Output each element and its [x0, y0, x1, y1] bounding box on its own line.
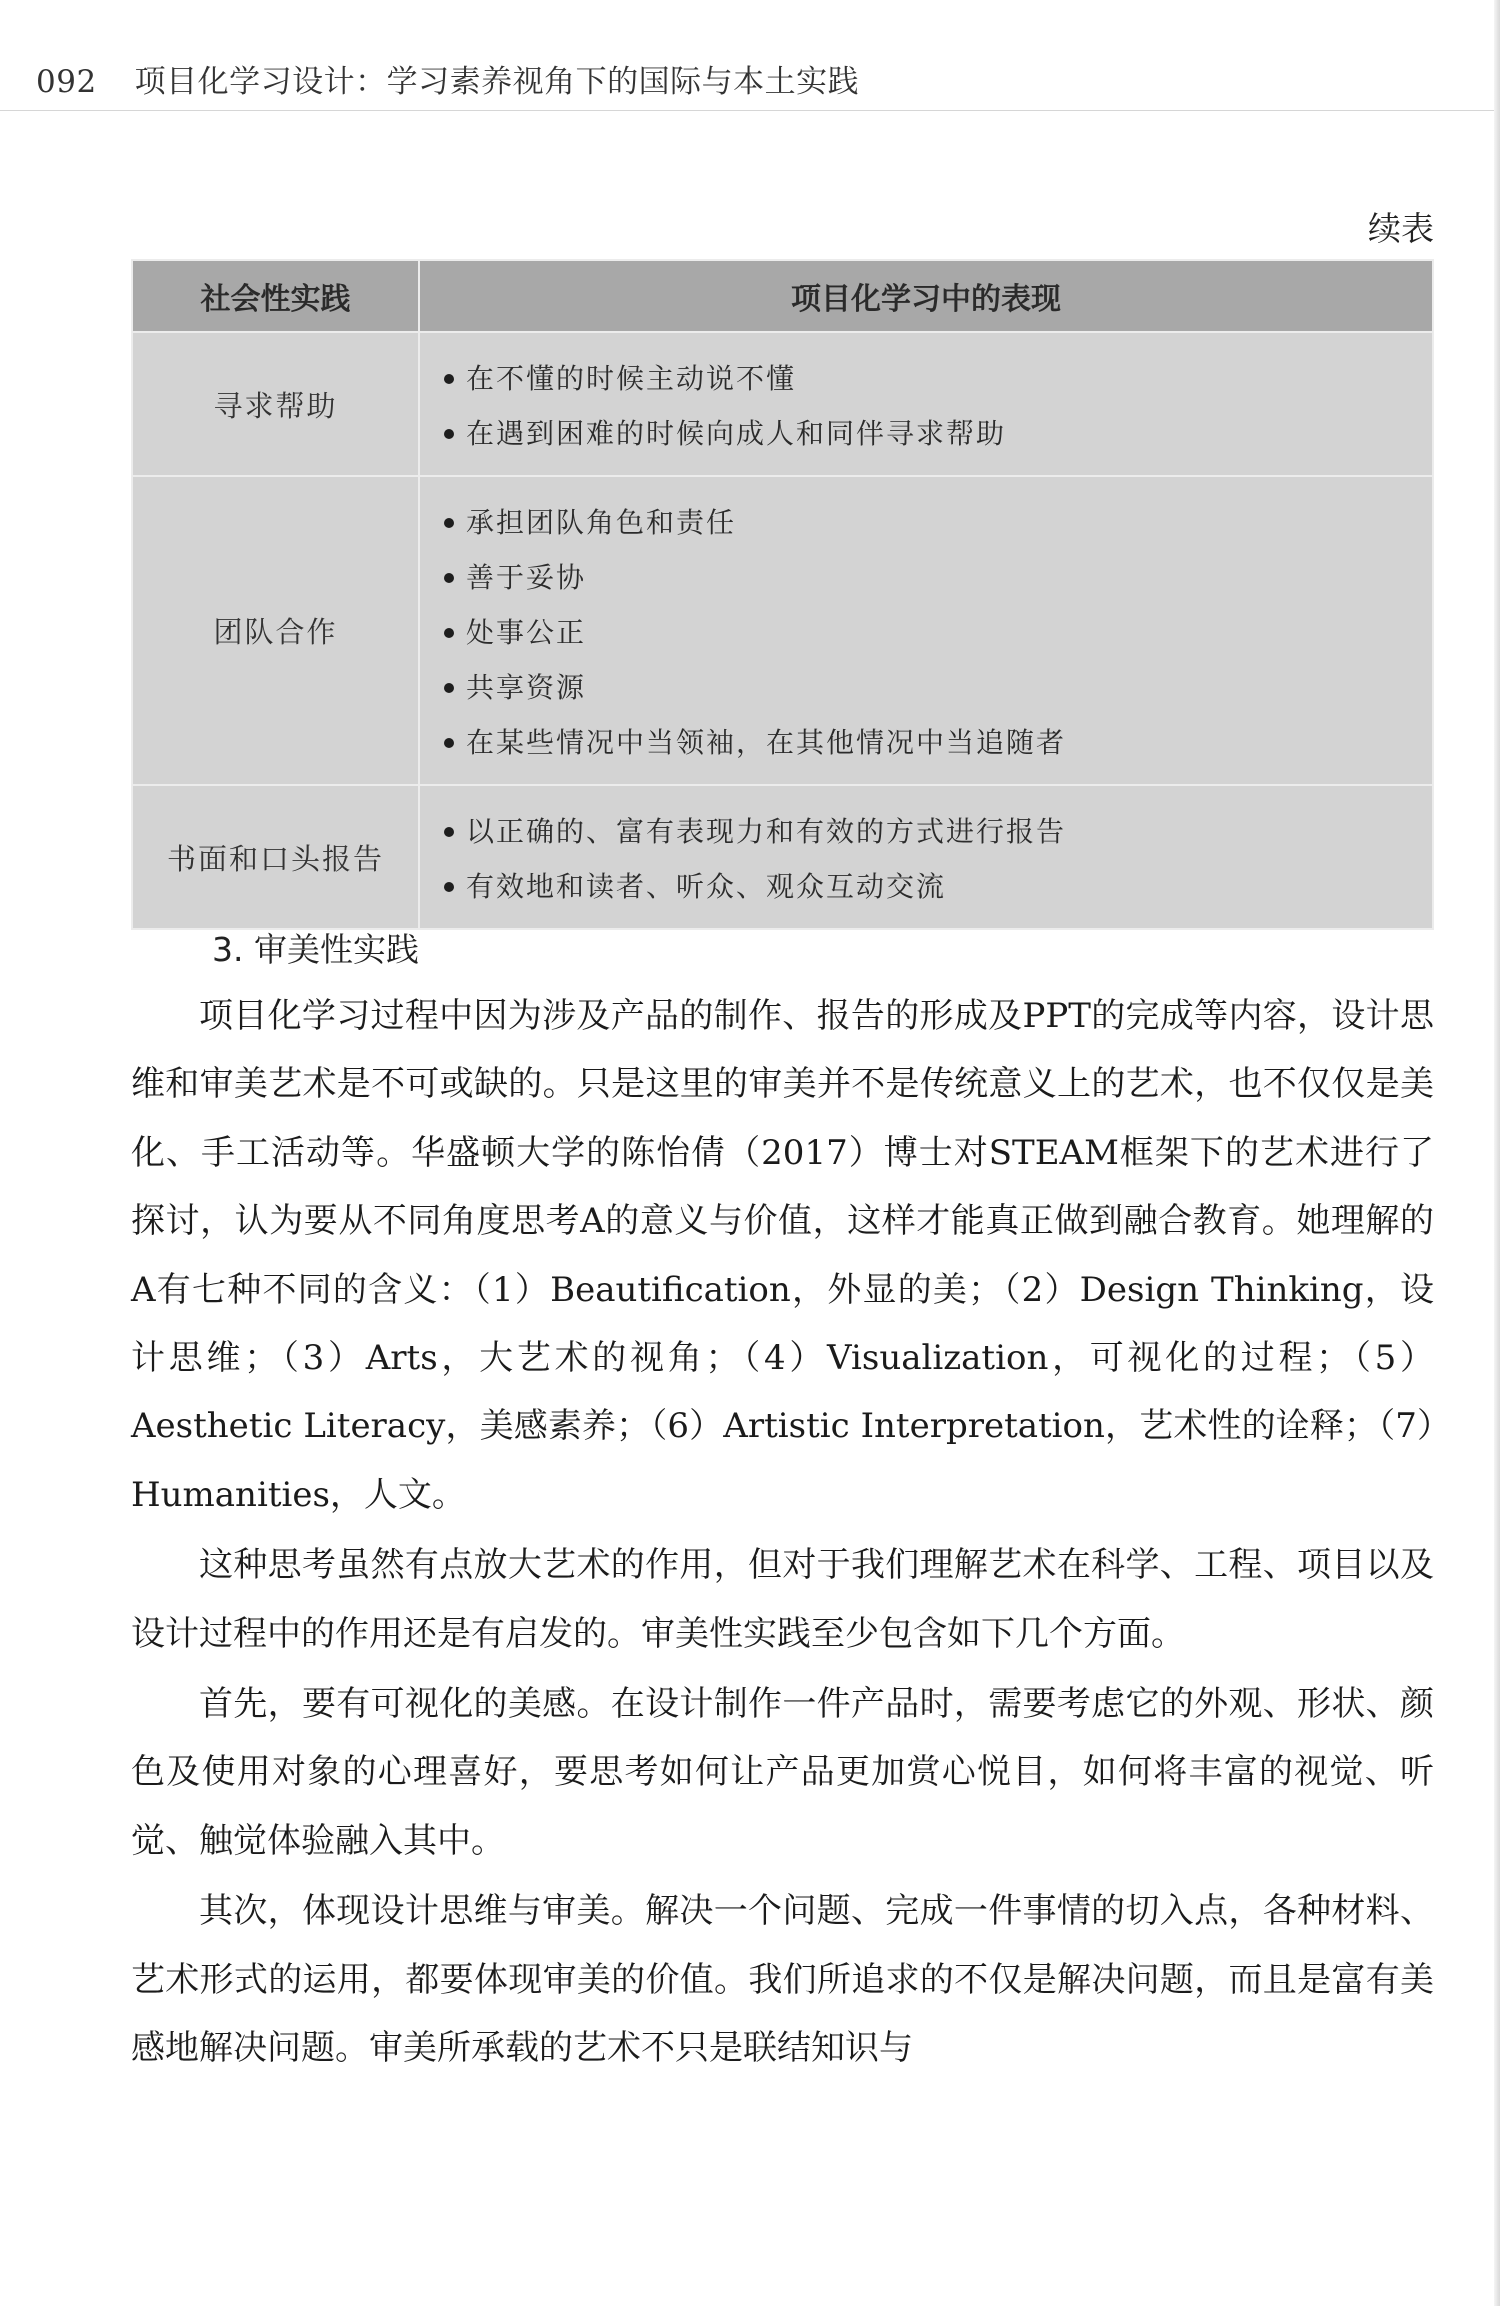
- section-heading: 3. 审美性实践: [212, 930, 419, 969]
- column-header-practice: 社会性实践: [132, 260, 419, 332]
- list-item: 共享资源: [444, 660, 1432, 715]
- social-practice-table: [131, 259, 1434, 930]
- paragraph: 首先，要有可视化的美感。在设计制作一件产品时，需要考虑它的外观、形状、颜色及使用对象的心理喜好，要思考如何让产品更加赏心悦目，如何将丰富的视觉、听觉、触觉体验融入其中。: [131, 1684, 1434, 1861]
- practice-cell: 寻求帮助: [132, 332, 419, 476]
- page-edge-shadow: [1494, 0, 1500, 2306]
- performance-list: [444, 495, 1432, 770]
- list-item: 善于妥协: [444, 550, 1432, 605]
- running-head: [36, 56, 859, 101]
- paragraph: 这种思考虽然有点放大艺术的作用，但对于我们理解艺术在科学、工程、项目以及设计过程中的作用还是有启发的。审美性实践至少包含如下几个方面。: [131, 1545, 1434, 1654]
- list-item: 在不懂的时候主动说不懂: [444, 351, 1432, 406]
- body-text: [131, 982, 1434, 2085]
- table-header-row: [132, 260, 1433, 332]
- performance-list: [444, 351, 1432, 461]
- practice-cell: 书面和口头报告: [132, 785, 419, 929]
- table-row: [132, 785, 1433, 929]
- list-item: 在遇到困难的时候向成人和同伴寻求帮助: [444, 406, 1432, 461]
- performance-cell: [419, 785, 1433, 929]
- table-row: [132, 476, 1433, 785]
- table-row: [132, 332, 1433, 476]
- performance-cell: [419, 476, 1433, 785]
- header-rule: [0, 110, 1500, 111]
- book-title: 项目化学习设计：学习素养视角下的国际与本土实践: [134, 64, 860, 100]
- table-continued-label: 续表: [1368, 209, 1434, 248]
- page-number: 092: [36, 64, 97, 100]
- paragraph: 其次，体现设计思维与审美。解决一个问题、完成一件事情的切入点，各种材料、艺术形式的运用，都要体现审美的价值。我们所追求的不仅是解决问题，而且是富有美感地解决问题。审美所承载的艺术不只是联结知识与: [131, 1891, 1434, 2069]
- list-item: 有效地和读者、听众、观众互动交流: [444, 859, 1432, 914]
- performance-cell: [419, 332, 1433, 476]
- column-header-performance: 项目化学习中的表现: [419, 260, 1433, 332]
- list-item: 承担团队角色和责任: [444, 495, 1432, 550]
- performance-list: [444, 804, 1432, 914]
- paragraph: 项目化学习过程中因为涉及产品的制作、报告的形成及PPT的完成等内容，设计思维和审美艺术是不可或缺的。只是这里的审美并不是传统意义上的艺术，也不仅仅是美化、手工活动等。华盛顿大学的陈怡倩（2017）博士对STEAM框架下的艺术进行了探讨，认为要从不同角度思考A的意义与价值，这样才能真正做到融合教育。她理解的A有七种不同的含义：（1）Beautification，外显的美；（2）Design Thinking，设计思维；（3）Arts，大艺术的视角；（4）Visualization，可视化的过程；（5）Aesthetic Literacy，美感素养；（6）Artistic Interpretation，艺术性的诠释；（7）Humanities，人文。: [131, 996, 1435, 1515]
- list-item: 在某些情况中当领袖，在其他情况中当追随者: [444, 715, 1432, 770]
- list-item: 处事公正: [444, 605, 1432, 660]
- practice-cell: 团队合作: [132, 476, 419, 785]
- list-item: 以正确的、富有表现力和有效的方式进行报告: [444, 804, 1432, 859]
